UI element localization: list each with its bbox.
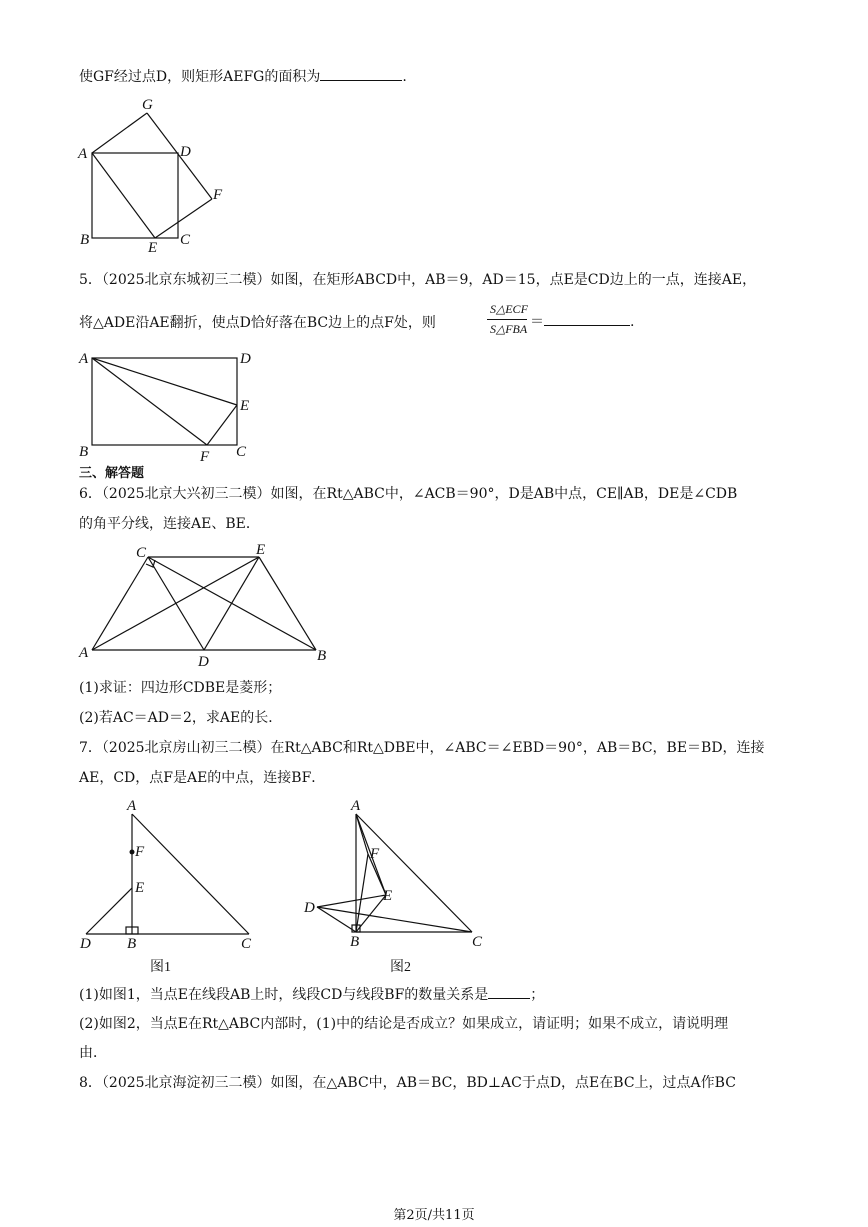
label-A: A — [78, 146, 88, 162]
label-D: D — [240, 351, 251, 367]
label-E: E — [240, 398, 250, 414]
label-B: B — [79, 444, 89, 460]
caption-fig1: 图1 — [150, 960, 171, 975]
label-C: C — [472, 934, 483, 950]
label-C: C — [236, 444, 247, 460]
label-C: C — [241, 936, 252, 952]
q5-line2 — [79, 313, 436, 333]
label-A: A — [79, 351, 89, 367]
q8-line1: 8．（2025北京海淀初三二模）如图，在△ABC中，AB＝BC，BD⊥AC于点D，点E在BC上，过点A作BC — [79, 1075, 736, 1091]
equals-sign: ＝ — [530, 314, 544, 330]
q6-sub1: (1)求证：四边形CDBE是菱形； — [79, 680, 282, 696]
page-footer: 第2页/共11页 — [393, 1208, 475, 1223]
label-D: D — [304, 900, 315, 916]
q6-sub2: (2)若AC＝AD＝2，求AE的长． — [79, 710, 283, 726]
label-E: E — [148, 240, 158, 256]
figure-q4 — [76, 96, 226, 256]
q7-line1: 7．（2025北京房山初三二模）在Rt△ABC和Rt△DBE中，∠ABC＝∠EBD＝90°，AB＝BC，BE＝BD，连接 — [79, 740, 765, 756]
fraction-numerator: S△ECF — [490, 302, 528, 316]
answer-blank-q5[interactable] — [544, 311, 630, 326]
label-D: D — [80, 936, 91, 952]
q7-line2: AE，CD，点F是AE的中点，连接BF． — [79, 770, 326, 786]
q5-line2-pre: 将△ADE沿AE翻折，使点D恰好落在BC边上的点F处，则 — [79, 315, 436, 331]
section-heading: 三、解答题 — [79, 466, 145, 481]
q7-sub1-text: (1)如图1，当点E在线段AB上时，线段CD与线段BF的数量关系是 — [79, 987, 489, 1003]
label-A: A — [127, 798, 137, 814]
midpoint-F-dot — [130, 850, 135, 855]
q6-line2: 的角平分线，连接AE、BE． — [79, 516, 260, 532]
q6-line1: 6．（2025北京大兴初三二模）如图，在Rt△ABC中，∠ACB＝90°，D是AB中点，CE∥AB，DE是∠CDB — [79, 486, 738, 502]
q5-line2-end: ＝ . — [530, 311, 634, 332]
answer-blank[interactable] — [320, 66, 402, 81]
figure-q6 — [76, 540, 336, 670]
label-D: D — [198, 654, 209, 670]
q4-tail-text: 使GF经过点D，则矩形AEFG的面积为 . — [79, 66, 407, 87]
q4-tail-label: 使GF经过点D，则矩形AEFG的面积为 — [79, 69, 321, 85]
label-F: F — [213, 187, 223, 203]
label-B: B — [80, 232, 90, 248]
label-E: E — [135, 880, 145, 896]
label-E: E — [256, 542, 266, 558]
fraction-bar — [487, 319, 527, 320]
q7-sub1 — [79, 984, 544, 1005]
label-B: B — [350, 934, 360, 950]
label-F: F — [200, 449, 210, 465]
label-B: B — [317, 648, 327, 664]
fraction-denominator: S△FBA — [490, 322, 528, 336]
q7-sub2-line2: 由． — [79, 1045, 107, 1061]
label-A: A — [351, 798, 361, 814]
label-F: F — [370, 846, 380, 862]
q7-sub2-line1: (2)如图2，当点E在Rt△ABC内部时，(1)中的结论是否成立？如果成立，请证明；如果不成立，请说明理 — [79, 1016, 729, 1032]
figure-q7-2 — [300, 796, 500, 976]
answer-blank-q7[interactable] — [488, 984, 530, 999]
q5-line1: 5．（2025北京东城初三二模）如图，在矩形ABCD中，AB＝9，AD＝15，点E是CD边上的一点，连接AE， — [79, 272, 757, 288]
q7-sub1-end: ； — [530, 987, 545, 1003]
label-C: C — [136, 545, 147, 561]
label-E: E — [383, 888, 393, 904]
label-C: C — [180, 232, 191, 248]
figure-q5 — [76, 348, 266, 463]
label-F: F — [135, 844, 145, 860]
figure-q7-1 — [76, 796, 266, 976]
label-B: B — [127, 936, 137, 952]
label-D: D — [180, 144, 191, 160]
caption-fig2: 图2 — [390, 960, 411, 975]
label-A: A — [79, 645, 89, 661]
label-G: G — [142, 97, 153, 113]
